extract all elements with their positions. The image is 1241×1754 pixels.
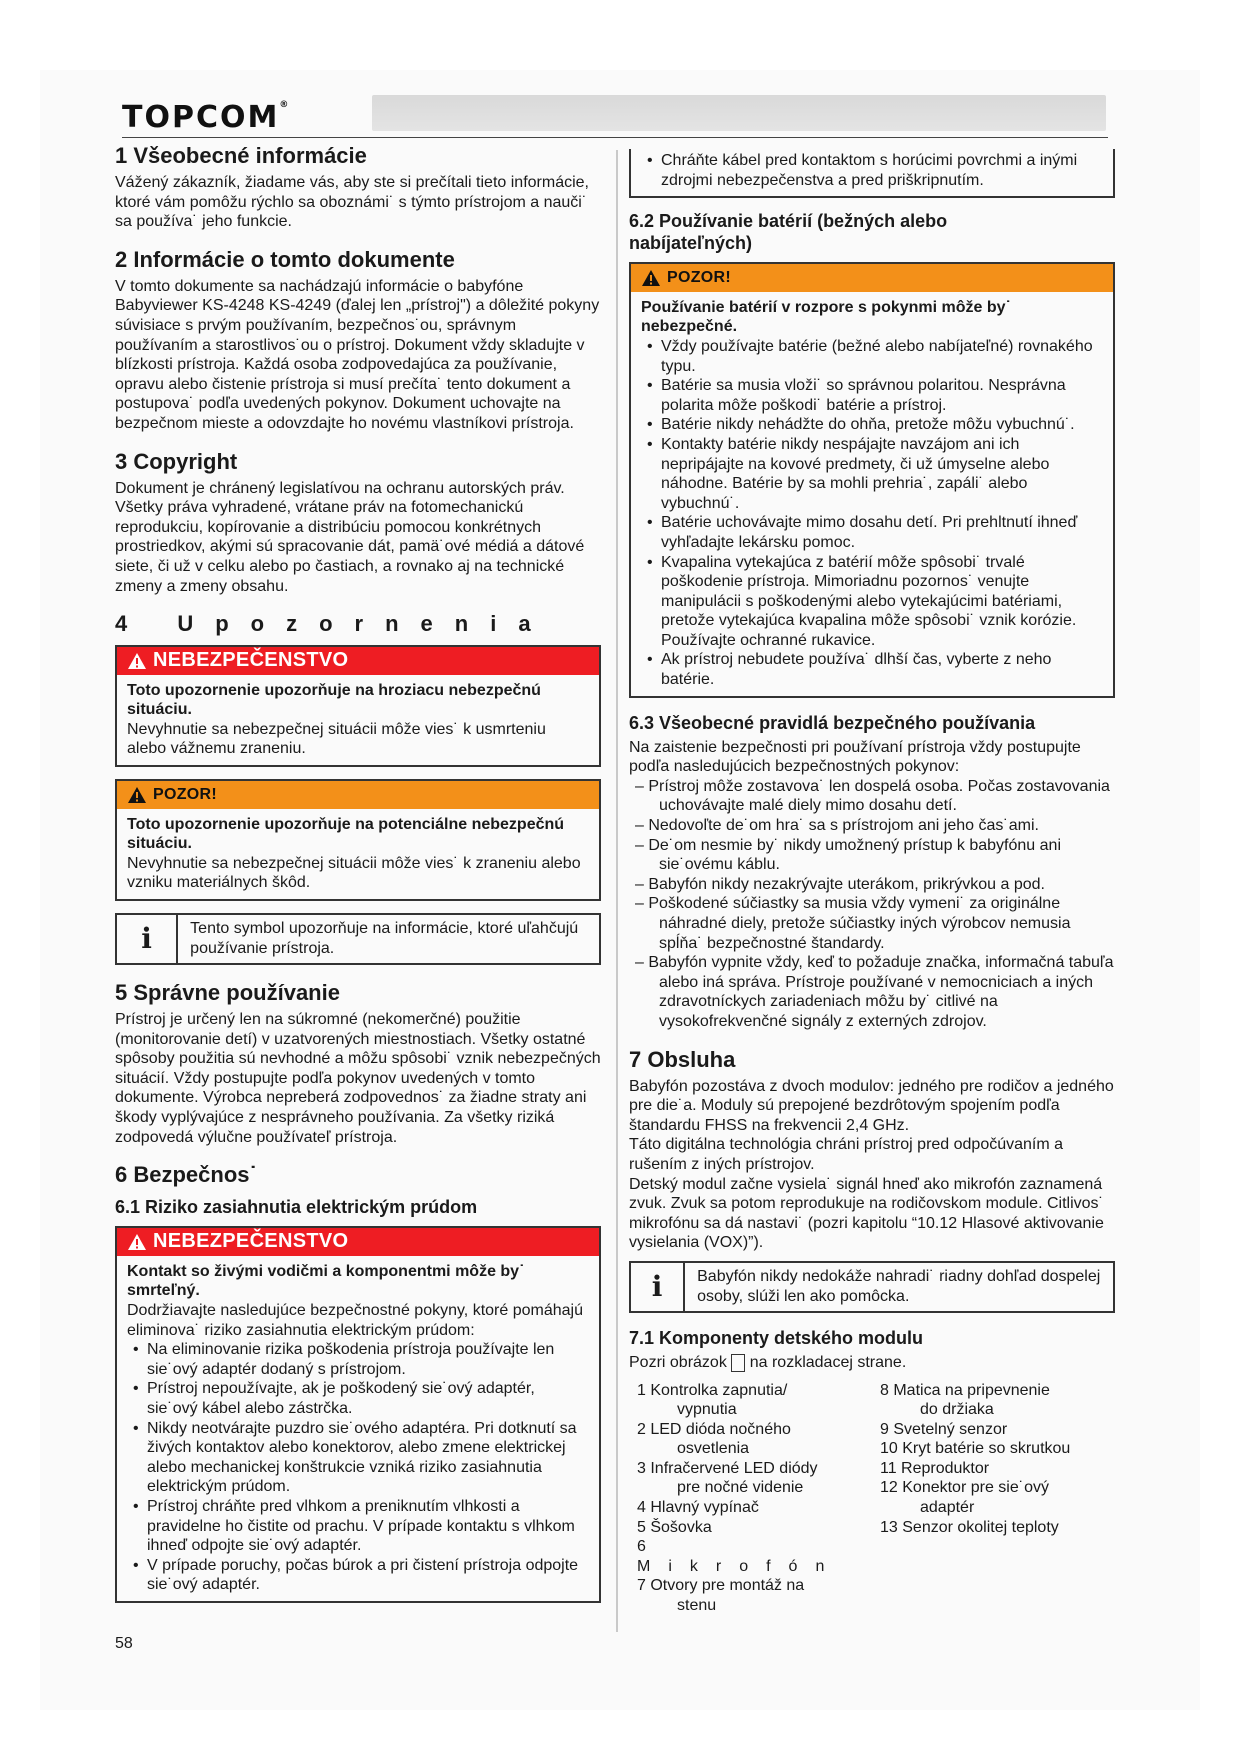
section-title: 1 Všeobecné informácie xyxy=(115,143,367,168)
list-item: • Chráňte kábel pred kontaktom s horúcimi povrchmi a inými zdrojmi nebezpečenstva a pred priškripnutím. xyxy=(647,152,1078,189)
components-list xyxy=(629,1381,1115,1616)
danger-box xyxy=(115,645,601,767)
info-text: Babyfón nikdy nedokáže nahradi˙ riadny dohľad dospelej osoby, slúži len ako pomôcka. xyxy=(697,1267,1101,1305)
section-title: 7 Obsluha xyxy=(629,1046,736,1072)
page-number: 58 xyxy=(115,1635,133,1652)
section-6-2 xyxy=(629,210,1115,697)
list-item: • Kontakty batérie nikdy nespájajte navzájom ani ich nepripájajte na kovové predmety, či už úmyselne alebo náhodne. Batérie by sa mohli prehria˙, zapáli˙ alebo vybuchnú˙. xyxy=(647,435,1050,512)
warning-triangle-icon xyxy=(641,269,661,287)
section-title: 3 Copyright xyxy=(115,448,238,474)
list-item: – Babyfón vypnite vždy, keď to požaduje značka, informačná tabuľa alebo iná správa. Prístroje používané v nemocniciach a iných zdravotníckych zariadeniach môžu by˙ citlivé na vysokofrekvenčné signály z externých zdrojov. xyxy=(635,954,1114,1030)
caution-box xyxy=(115,779,601,901)
list-item: • Na eliminovanie rizika poškodenia prístroja používajte len sie˙ový adaptér dodaný s prístrojom. xyxy=(133,1341,555,1378)
section-title: 7.1 Komponenty detského modulu xyxy=(629,1327,924,1348)
continued-box xyxy=(629,149,1115,198)
section-text: Detský modul začne vysiela˙ signál hneď ako mikrofón zaznamená zvuk. Zvuk sa potom reprodukuje na rodičovskom module. Citlivos˙ mikrofónu sa dá nastavi˙ (pozri kapitolu “10.12 Hlasové aktivovanie vysielania (VOX)”). xyxy=(629,1175,1104,1252)
danger-lead: Toto upozornenie upozorňuje na hroziacu nebezpečnú situáciu. xyxy=(127,681,541,719)
list-item: – Nedovoľte de˙om hra˙ sa s prístrojom ani jeho čas˙ami. xyxy=(635,817,1039,835)
section-title: 6 Bezpečnos˙ xyxy=(115,1162,257,1188)
section-text: Prístroj je určený len na súkromné (nekomerčné) použitie (monitorovanie detí) v uzatvorených miestnostiach. Všetky ostatné spôsoby použitia sú nevhodné a môžu spôsobi˙ vznik nebezpečných situácií. Vždy postupujte podľa pokynov uvedených v tomto dokumente. Výrobca nepreberá zodpovednos˙ za žiadne straty ani škody vyplývajúce z nesprávneho používania. Za všetky riziká zodpovedá výlučne používateľ prístroja. xyxy=(115,1011,601,1146)
caution-label: POZOR! xyxy=(153,786,218,804)
figure-reference-icon xyxy=(731,1354,745,1372)
list-item: 6 Mikrofón xyxy=(637,1538,843,1575)
column-divider xyxy=(616,150,618,1632)
caution-body xyxy=(631,292,1113,696)
right-column xyxy=(629,149,1115,1630)
caution-header xyxy=(631,264,1113,292)
warning-triangle-icon xyxy=(127,652,147,670)
danger-label: NEBEZPEČENSTVO xyxy=(153,649,349,672)
bullet-list xyxy=(641,151,1103,190)
list-item: 9 Svetelný senzor xyxy=(880,1420,1008,1438)
section-text: Vážený zákazník, žiadame vás, aby ste si prečítali tieto informácie, ktoré vám pomôžu rýchlo sa oboznámi˙ s týmto prístrojom a nauči˙ sa používa˙ jeho funkcie. xyxy=(115,174,589,231)
section-text: Táto digitálna technológia chráni prístroj pred odpočúvaním a rušením z iných prístrojov. xyxy=(629,1136,1064,1173)
caution-lead: Toto upozornenie upozorňuje na potenciálne nebezpečnú situáciu. xyxy=(127,815,565,853)
list-item: • Nikdy neotvárajte puzdro sie˙ového adaptéra. Pri dotknutí sa živých kontaktov alebo konektorov, alebo zmene elektrickej alebo mechanickej konštrukcie vzniká riziko zasiahnutia elektrickým prúdom. xyxy=(133,1419,577,1496)
section-text: V tomto dokumente sa nachádzajú informácie o babyfóne Babyviewer KS-4248 KS-4249 (ďalej len „prístroj") a dôležité pokyny súvisiace s prvým používaním, bezpečnos˙ou, správnym používaním a starostlivos˙ou o prístroj. Dokument vždy skladujte v blízkosti prístroja. Každá osoba zodpovedajúca za používanie, opravu alebo čistenie prístroja si musí prečíta˙ tento dokument a postupova˙ podľa uvedených pokynov. Dokument uchovajte na bezpečnom mieste a odovzdajte ho novému vlastníkovi prístroja. xyxy=(115,277,600,432)
section-6 xyxy=(115,1161,601,1188)
section-title: 4 Upozornenia xyxy=(115,611,553,637)
caution-box xyxy=(629,262,1115,697)
info-icon: i xyxy=(631,1263,685,1311)
list-item: • V prípade poruchy, počas búrok a pri čistení prístroja odpojte sie˙ový adaptér. xyxy=(133,1556,579,1594)
header-bar xyxy=(372,95,1106,131)
caution-header xyxy=(117,781,599,809)
list-item: 4 Hlavný vypínač xyxy=(637,1499,759,1517)
section-title: 6.2 Používanie batérií (bežných alebo nabíjateľných) xyxy=(629,211,948,254)
list-item: 1 Kontrolka zapnutia/ vypnutia xyxy=(637,1381,788,1419)
caution-body xyxy=(117,809,599,899)
list-item: 7 Otvory pre montáž na stenu xyxy=(637,1577,805,1615)
list-item: – De˙om nesmie by˙ nikdy umožnený prístup k babyfónu ani sie˙ovému káblu. xyxy=(635,836,1061,874)
bullet-list xyxy=(127,1340,589,1595)
dash-list xyxy=(629,777,1115,1032)
list-item: – Poškodené súčiastky sa musia vždy vymeni˙ za originálne náhradné diely, pretože súčiastky iných výrobcov nemusia spĺňa˙ bezpečnostné štandardy. xyxy=(635,895,1071,952)
list-item: 8 Matica na pripevnenie do držiaka xyxy=(880,1381,1050,1419)
section-2 xyxy=(115,246,601,434)
list-item: • Kvapalina vytekajúca z batérií môže spôsobi˙ trvalé poškodenie prístroja. Mimoriadnu pozornos˙ venujte manipulácii s poškodenými alebo vytekajúcimi batériami, pretože vytekajúca kvapalina môže spôsobi˙ vznik korózie. Používajte ochranné rukavice. xyxy=(647,553,1077,649)
list-item: • Ak prístroj nebudete používa˙ dlhší čas, vyberte z neho batérie. xyxy=(647,651,1052,689)
components-column-2 xyxy=(872,1381,1115,1616)
danger-box xyxy=(115,1226,601,1603)
section-title: 6.1 Riziko zasiahnutia elektrickým prúdom xyxy=(115,1197,478,1218)
info-icon: i xyxy=(117,915,178,963)
section-text: Dokument je chránený legislatívou na ochranu autorských práv. Všetky práva vyhradené, vrátane práv na fotomechanickú reprodukciu, kopírovanie a distribúciu pomocou konkrétnych prostriedkov, akými sú spracovanie dát, pamä˙ové médiá a dátové siete, či už v celku alebo po častiach, a rovnako aj na technické zmeny a zmeny obsahu. xyxy=(115,479,585,595)
topcom-logo: TOPCOM® xyxy=(122,100,289,135)
continued-body xyxy=(631,149,1113,196)
left-column xyxy=(115,142,601,1617)
warning-triangle-icon xyxy=(127,786,147,804)
bullet-list xyxy=(641,337,1103,690)
caution-label: POZOR! xyxy=(667,269,732,287)
danger-body xyxy=(117,1256,599,1601)
list-item: • Batérie uchovávajte mimo dosahu detí. Pri prehltnutí ihneď vyhľadajte lekársku pomoc. xyxy=(647,514,1078,551)
danger-body xyxy=(117,675,599,765)
section-intro: Pozri obrázok na rozkladacej strane. xyxy=(629,1353,907,1371)
info-text: Tento symbol upozorňuje na informácie, ktoré uľahčujú používanie prístroja. xyxy=(190,920,579,957)
danger-lead: Kontakt so živými vodičmi a komponentmi môže by˙ smrteľný. xyxy=(127,1262,525,1300)
section-3 xyxy=(115,448,601,597)
section-intro: Na zaistenie bezpečnosti pri používaní prístroja vždy postupujte podľa nasledujúcich bezpečnostných pokynov: xyxy=(629,738,1081,776)
list-item: 11 Reproduktor xyxy=(880,1459,990,1477)
section-text: Babyfón pozostáva z dvoch modulov: jedného pre rodičov a jedného pre die˙a. Moduly sú prepojené bezdrôtovým spojením podľa štandardu FHSS na frekvencii 2,4 GHz. xyxy=(629,1077,1114,1134)
danger-intro: Dodržiavajte nasledujúce bezpečnostné pokyny, ktoré pomáhajú eliminova˙ riziko zasiahnutia elektrickým prúdom: xyxy=(127,1301,583,1339)
info-box xyxy=(629,1261,1115,1313)
list-item: • Vždy používajte batérie (bežné alebo nabíjateľné) rovnakého typu. xyxy=(647,337,1093,375)
list-item: 10 Kryt batérie so skrutkou xyxy=(880,1440,1071,1458)
section-title: 2 Informácie o tomto dokumente xyxy=(115,246,455,272)
list-item: • Prístroj chráňte pred vlhkom a preniknutím vlhkosti a pravidelne ho čistite od prachu. V prípade kontaktu s vlhkom ihneď odpojte sie˙ový adaptér. xyxy=(133,1497,575,1555)
list-item: 13 Senzor okolitej teploty xyxy=(880,1518,1059,1536)
header-rule xyxy=(122,137,1108,138)
section-4 xyxy=(115,610,601,965)
list-item: – Babyfón nikdy nezakrývajte uterákom, prikrývkou a pod. xyxy=(635,875,1045,893)
section-6-1 xyxy=(115,1196,601,1603)
list-item: – Prístroj môže zostavova˙ len dospelá osoba. Počas zostavovania uchovávajte malé diely mimo dosahu detí. xyxy=(635,777,1110,815)
list-item: 2 LED dióda nočného osvetlenia xyxy=(637,1420,791,1458)
section-6-3 xyxy=(629,712,1115,1032)
list-item: • Batérie sa musia vloži˙ so správnou polaritou. Nesprávna polarita môže poškodi˙ batérie a prístroj. xyxy=(647,377,1066,414)
caution-lead: Používanie batérií v rozpore s pokynmi môže by˙ nebezpečné. xyxy=(641,298,1011,336)
list-item: 3 Infračervené LED diódy pre nočné videnie xyxy=(637,1459,818,1497)
info-box xyxy=(115,913,601,965)
section-7-1 xyxy=(629,1327,1115,1616)
danger-header xyxy=(117,1228,599,1256)
section-1 xyxy=(115,142,601,232)
section-title: 6.3 Všeobecné pravidlá bezpečného používania xyxy=(629,712,1036,733)
section-5 xyxy=(115,979,601,1147)
list-item: 12 Konektor pre sie˙ový adaptér xyxy=(880,1479,1049,1517)
components-column-1 xyxy=(629,1381,872,1616)
warning-triangle-icon xyxy=(127,1233,147,1251)
danger-header xyxy=(117,647,599,675)
list-item: 5 Šošovka xyxy=(637,1518,712,1536)
section-7 xyxy=(629,1046,1115,1313)
list-item: • Batérie nikdy nehádžte do ohňa, pretože môžu vybuchnú˙. xyxy=(647,416,1075,434)
list-item: • Prístroj nepoužívajte, ak je poškodený sie˙ový adaptér, sie˙ový kábel alebo zástrčka. xyxy=(133,1380,535,1417)
danger-label: NEBEZPEČENSTVO xyxy=(153,1230,349,1253)
section-title: 5 Správne používanie xyxy=(115,980,340,1006)
danger-text: Nevyhnutie sa nebezpečnej situácii môže vies˙ k usmrteniu alebo vážnemu zraneniu. xyxy=(127,720,546,758)
caution-text: Nevyhnutie sa nebezpečnej situácii môže vies˙ k zraneniu alebo vzniku materiálnych škôd. xyxy=(127,854,581,892)
